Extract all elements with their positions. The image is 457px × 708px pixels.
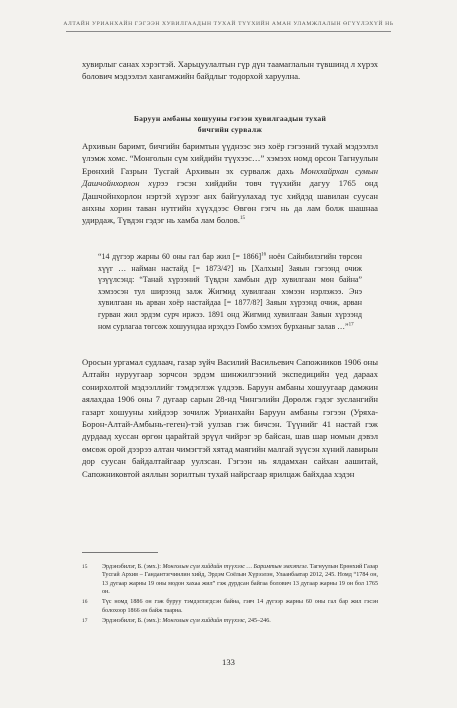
paragraph-2 (82, 356, 378, 480)
footnote-number: 16 (82, 599, 88, 606)
footnote-text-part1: Эрдэнэбилэг, Б. (эмх.): (102, 564, 163, 570)
block-quote (98, 251, 362, 332)
footnote-text-italic: Монголын сүм хийдийн түүхээс … Баримтын эмхэтгэл. (162, 564, 309, 570)
footnote-text-part2: 245–246. (246, 617, 271, 624)
running-head: АЛТАЙН УРИАНХАЙН ГЭГЭЭН ХУВИЛГААДЫН ТУХАЙ ТҮҮХИЙН АМАН УЛАМЖЛАЛЫН ӨГҮҮЛЭХҮЙ НЬ (63, 21, 394, 27)
footnote-15 (82, 563, 378, 597)
footnote-ref-17: 17 (348, 321, 354, 327)
footnote-ref-15: 15 (239, 216, 245, 222)
section-heading-line1: Баруун амбаны хошууны гэгээн хувилгаадын тухай (133, 114, 327, 123)
footnote-text (102, 598, 378, 615)
quote-part1: “14 дүгээр жарны 60 оны гал бар жил [= 1866] (98, 252, 262, 261)
footnote-number: 15 (82, 564, 88, 570)
section-heading-line2: бичгийн сурвалж (197, 125, 263, 134)
footnote-ref-16: 16 (261, 252, 267, 258)
footnote-number: 17 (82, 617, 88, 624)
paragraph-1-text (82, 140, 378, 227)
header-rule (66, 31, 391, 32)
footnote-text-part1: Түс номд 1886 он гэж буруу тэмдэглэгдсэн байна, гэвч 14 дүгээр жарны 60 оны гал бар жил гэсэн болохоор 1866 он байж таарна. (102, 599, 378, 614)
paragraph-1-part2: гэсэн хийдийн товч түүхийн дагуу 1765 онд Дашчойнхорлон нэртэй хүрээг анх байгуулахад тус хийдэд шавилан суусан анхны хорин таван нутгийн хүүхдээс Өвгөн гэгч нь да лам болж шашнаа удирдаж, Түвдэн гэдэг нь хамба лам болов. (82, 178, 378, 226)
intro-paragraph (82, 58, 378, 83)
footnote-16 (82, 598, 378, 615)
section-heading (82, 113, 378, 135)
footnote-text-part2: Тагнуулын Ерөнхий Газар Тусгай Архив – Гандантэгчинлин хийд, Эрдэм Соёлын Хүрээлэн, Улаанбаатар 2012, 245. Номд “1784 он, 13 дугаар жарны 19 оны модон хахаа жил” гэж дурдсан байгаа болович 13 дугаар жарны 19 он бол 1765 он. (102, 564, 378, 596)
paragraph-1 (82, 140, 378, 227)
paragraph-2-text: Оросын ургамал судлаач, газар зүйч Василий Васильевич Сапожников 1906 оны Алтайн нуруугаар зорчсон эрдэм шинжилгээний экспедицийн үед дараах сонирхолтой мэдээллийг тэмдэглэж үлдээв. Баруун амбаны хошуугаар дамжин аялахдаа 1906 оны 7 дугаар сарын 28-нд Чингэлийн Дөрөлж гэдэг зуслангийн газарт хошууны хийдээр зочилж Урианхайн Баруун амбаны гэгээн (Уряха-Борон-Алтай-Амбынь-геген)-тэй уулзав гэж бичсэн. Түүнийг 41 настай гэж дурдаад хуссан өргөн царайтай эрүүл чийрэг эр байсан, шав шар номын дэвэл өмсөж орой дээрээ алтан чимэгтэй хятад маягийн малгай зүүсэн хүний лавирын дор суусан байдалтайгаар уулзсан. Гэгээн нь ялдамхан сайхан аашитай, Сапожниковтой аяллын зорилтын тухай найрсгаар ярилцаж байхдаа хэдэн (82, 357, 378, 479)
footnotes (82, 563, 378, 627)
footnote-text-part1: Эрдэнэбилэг, Б. (эмх.): (102, 617, 163, 624)
footnote-17 (82, 617, 378, 625)
footnote-text (102, 617, 378, 625)
paragraph-1-italic: Монххайрхан сумын Дашчойнхорлон хүрээ (82, 165, 378, 189)
footnote-rule (82, 552, 158, 553)
footnote-text (102, 563, 378, 597)
intro-text: хувирлыг санах хэрэгтэй. Харьцуулалтын гүр дүн таамаглалын түвшинд л хүрэх болович мэдээлэл хангамжийн байдлыг тодорхой харуулна. (82, 59, 378, 82)
footnote-text-italic: Монголын сүм хийдийн түүхээс, (162, 617, 247, 624)
paragraph-1-part1: Архивын баримт, бичгийн баримтын үүднээс энэ хоёр гэгээний тухай мэдээлэл үлэмж хомс. “Монголын сүм хийдийн түүхээс…” хэмээх номд орсон Тагнуулын Ерөнхий Газрын Тусгай Архивын эх сурвалж дахь (82, 141, 378, 176)
page-number: 133 (222, 657, 235, 667)
quote-part2: ноён Сайнбилэгийн төрсөн хүүг … найман настайд [= 1873/4?] нь [Халхын] Заяын гэгээнд очиж үзүүлсэнд: “Танай хүрээний Түвдэн хамбын дүр хувилгаан мөн байна” хэмээсэн тул ширээнд залж Жигмид хувилгаан хэмээн нэрлэжээ. Энэ хувилгаан нь арван хоёр настайдаа [= 1877/8?] Заяын хүрээнд очиж, арван гурван жил эрдэм сурч иржээ. 1891 онд Жигмид хувилгаан Заяын хүрээнд ном сурлагаа төгсөж хошуундаа ирэхдээ Гомбо хэмээх бурханыг залав …” (98, 252, 363, 331)
